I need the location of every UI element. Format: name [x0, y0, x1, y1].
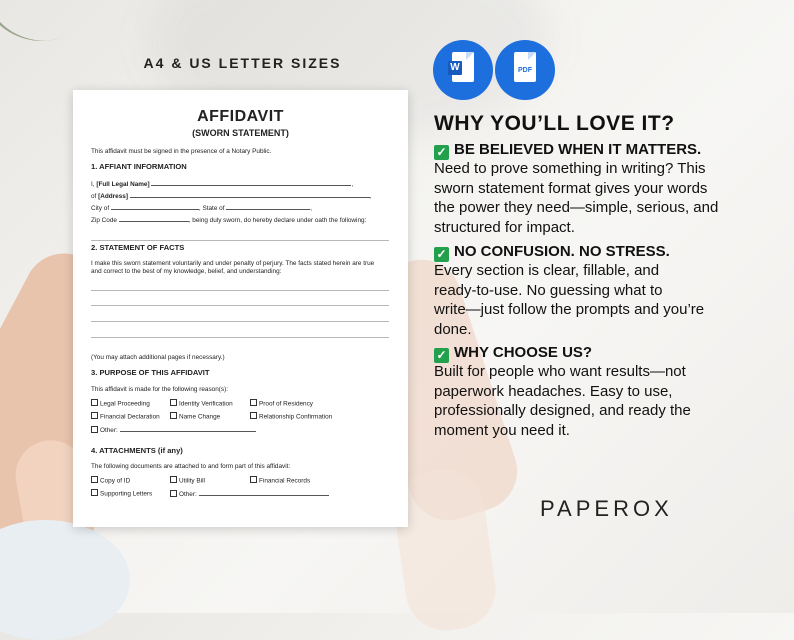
option-label: Identity Verification [179, 400, 233, 408]
attachment-option[interactable] [91, 476, 130, 486]
other-field[interactable] [120, 425, 256, 432]
section2-heading: 2. STATEMENT OF FACTS [91, 243, 185, 252]
checkbox[interactable] [250, 399, 257, 406]
option-label: Legal Proceeding [100, 400, 150, 408]
name-prefix: I, [91, 181, 95, 188]
facts-text-2: and correct to the best of my knowledge, belief, and understanding: [91, 268, 282, 275]
attachment-option[interactable] [170, 476, 205, 486]
zip-label: Zip Code [91, 217, 117, 224]
checkbox[interactable] [170, 476, 177, 483]
facts-line-3[interactable] [91, 321, 389, 322]
oath-text: , being duly sworn, do hereby declare under oath the following: [188, 217, 367, 224]
point2-line: Every section is clear, fillable, and [434, 262, 660, 279]
sleeve-image [0, 520, 130, 640]
divider [91, 240, 389, 241]
why-title: WHY YOU’LL LOVE IT? [434, 112, 675, 135]
city-label: City of [91, 205, 110, 212]
state-field[interactable] [226, 203, 310, 210]
name-line: I, [Full Legal Name] , [91, 181, 354, 188]
purpose-other[interactable] [91, 425, 256, 435]
state-label: , State of [198, 205, 225, 212]
document-title: AFFIDAVIT [197, 108, 284, 125]
point1-heading [434, 141, 701, 160]
facts-line-1[interactable] [91, 290, 389, 291]
affidavit-document [73, 90, 408, 527]
point1-line: sworn statement format gives your words [434, 179, 708, 197]
address-line: of [Address] , [91, 193, 372, 200]
address-field-label: [Address] [98, 193, 128, 200]
fold-shape [528, 52, 536, 60]
point2-line: done. [434, 320, 472, 338]
point1-line: structured for impact. [434, 218, 575, 236]
point1-line: the power they need—simple, serious, and [434, 199, 719, 216]
facts-text-1: I make this sworn statement voluntarily and under penalty of perjury. The facts stated herein are true [91, 260, 375, 267]
check-mark-icon: ✓ [434, 247, 449, 262]
purpose-option[interactable] [170, 412, 220, 422]
checkbox[interactable] [91, 489, 98, 496]
checkbox[interactable] [170, 412, 177, 419]
purpose-intro: This affidavit is made for the following reason(s): [91, 386, 228, 393]
option-label: Supporting Letters [100, 490, 153, 498]
checkbox[interactable] [91, 476, 98, 483]
section3-heading: 3. PURPOSE OF THIS AFFIDAVIT [91, 368, 210, 377]
purpose-option[interactable] [91, 399, 150, 409]
attachment-other[interactable] [170, 489, 329, 499]
checkbox[interactable] [170, 399, 177, 406]
word-letter: W [448, 61, 462, 75]
option-label: Relationship Confirmation [259, 413, 333, 421]
city-state-line: City of , State of , [91, 205, 313, 212]
point2-heading [434, 243, 670, 262]
checkbox[interactable] [250, 476, 257, 483]
point1-body [434, 159, 764, 237]
city-field[interactable] [111, 203, 199, 210]
option-label: Copy of ID [100, 477, 131, 485]
point3-heading-text: WHY CHOOSE US? [454, 344, 593, 361]
sizes-title: A4 & US LETTER SIZES [143, 55, 342, 71]
pdf-doc-icon [495, 40, 555, 100]
zip-field[interactable] [119, 215, 189, 222]
other-label: Other: [100, 427, 118, 434]
document-intro: This affidavit must be signed in the presence of a Notary Public. [91, 148, 272, 155]
option-label: Financial Declaration [100, 413, 160, 421]
address-field[interactable] [130, 191, 370, 198]
option-label: Proof of Residency [259, 400, 313, 408]
plant-leaf-decoration [0, 0, 63, 59]
attachment-option[interactable] [91, 489, 152, 499]
section1-heading: 1. AFFIANT INFORMATION [91, 162, 187, 171]
point2-line: ready-to-use. No guessing what to [434, 281, 663, 299]
point2-line: write—just follow the prompts and you’re [434, 301, 705, 318]
point2-body [434, 261, 764, 339]
section4-heading: 4. ATTACHMENTS (if any) [91, 446, 183, 455]
point3-heading [434, 344, 592, 363]
attachment-option[interactable] [250, 476, 310, 486]
fold-shape [466, 52, 474, 60]
check-mark-icon: ✓ [434, 348, 449, 363]
purpose-option[interactable] [250, 412, 332, 422]
purpose-option[interactable] [170, 399, 233, 409]
facts-note: (You may attach additional pages if necessary.) [91, 354, 225, 361]
attachments-intro: The following documents are attached to and form part of this affidavit: [91, 463, 291, 470]
point3-body [434, 362, 764, 440]
point2-heading-text: NO CONFUSION. NO STRESS. [454, 243, 670, 260]
point3-line: professionally designed, and ready the [434, 402, 691, 419]
option-label: Financial Records [259, 477, 311, 485]
other-label: Other: [179, 491, 197, 498]
pdf-label: PDF [518, 67, 532, 74]
name-field[interactable] [151, 179, 351, 186]
zip-line [91, 215, 366, 225]
document-subtitle: (SWORN STATEMENT) [192, 128, 289, 138]
word-doc-icon [433, 40, 493, 100]
option-label: Utility Bill [179, 477, 205, 485]
checkbox[interactable] [170, 490, 177, 497]
point3-line: Built for people who want results—not [434, 363, 686, 380]
checkbox[interactable] [91, 426, 98, 433]
checkbox[interactable] [250, 412, 257, 419]
purpose-option[interactable] [91, 412, 160, 422]
point1-heading-text: BE BELIEVED WHEN IT MATTERS. [454, 141, 702, 158]
purpose-option[interactable] [250, 399, 313, 409]
checkbox[interactable] [91, 412, 98, 419]
facts-line-2[interactable] [91, 305, 389, 306]
facts-line-4[interactable] [91, 337, 389, 338]
point3-line: moment you need it. [434, 421, 570, 439]
check-mark-icon: ✓ [434, 145, 449, 160]
brand-logo: PAPEROX [540, 496, 673, 521]
checkbox[interactable] [91, 399, 98, 406]
option-label: Name Change [179, 413, 221, 421]
other-field[interactable] [199, 489, 329, 496]
point1-line: Need to prove something in writing? This [434, 160, 706, 177]
address-prefix: of [91, 193, 97, 200]
name-field-label: [Full Legal Name] [96, 181, 150, 188]
point3-line: paperwork headaches. Easy to use, [434, 382, 673, 400]
